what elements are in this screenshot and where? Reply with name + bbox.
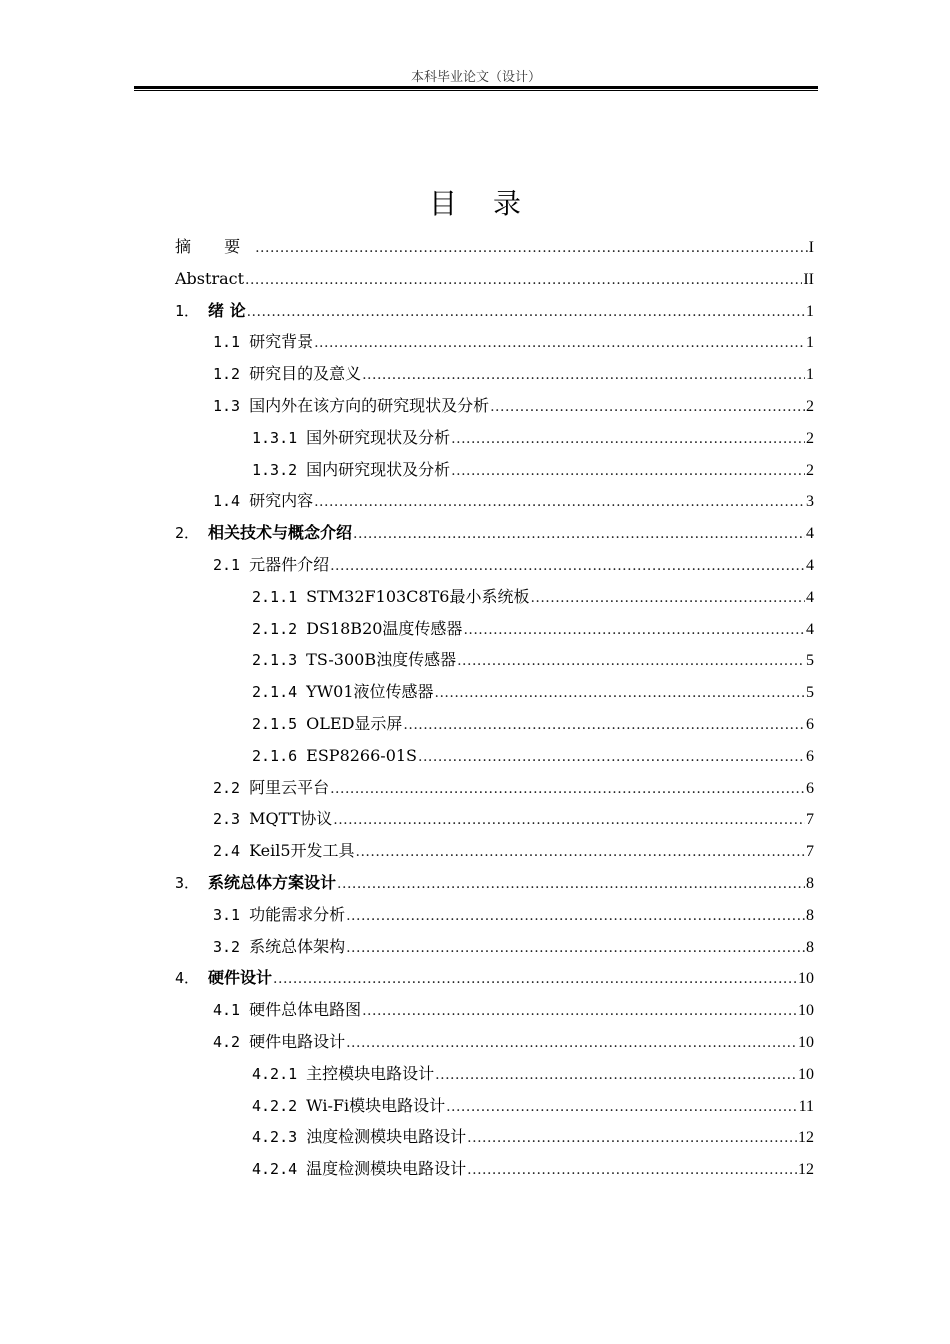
toc-entry-label: Abstract (175, 268, 245, 288)
toc-entry-label: 系统总体方案设计 (208, 872, 337, 892)
toc-entry-label: STM32F103C8T6最小系统板 (306, 586, 530, 606)
toc-entry-page: II (803, 270, 814, 288)
toc-entry-number: 1.3 (213, 396, 241, 415)
toc-entry-label: 功能需求分析 (249, 904, 346, 924)
toc-entry-number: 1.2 (213, 365, 241, 384)
toc-entry[interactable] (175, 772, 814, 804)
toc-entry-page: 8 (806, 874, 814, 892)
toc-entry-number: 2.4 (213, 842, 241, 861)
toc-leader-dots (435, 1060, 797, 1092)
toc-entry[interactable] (175, 581, 814, 613)
toc-leader-dots (245, 265, 802, 297)
toc-leader-dots (330, 774, 805, 806)
header-rule-thin (134, 90, 818, 91)
toc-entry[interactable] (175, 1090, 814, 1122)
toc-entry[interactable] (175, 899, 814, 931)
toc-leader-dots (255, 233, 808, 265)
toc-entry-label: MQTT协议 (249, 809, 333, 829)
toc-leader-dots (362, 996, 797, 1028)
toc-entry-label: TS-300B浊度传感器 (306, 650, 457, 670)
toc-leader-dots (403, 710, 805, 742)
toc-entry-page: 11 (798, 1097, 814, 1115)
toc-entry[interactable] (175, 231, 814, 263)
toc-entry-number: 3． (175, 873, 200, 892)
toc-entry-number: 1.1 (213, 333, 241, 352)
toc-entry[interactable] (175, 644, 814, 676)
toc-entry-label: 相关技术与概念介绍 (208, 523, 353, 543)
toc-entry-number: 2.1 (213, 555, 241, 574)
toc-leader-dots (356, 837, 805, 869)
toc-entry-label: DS18B20温度传感器 (306, 618, 463, 638)
toc-entry-page: 8 (806, 938, 814, 956)
toc-entry-page: 3 (806, 493, 814, 511)
toc-entry-page: 1 (806, 302, 814, 320)
toc-entry-page: 6 (806, 779, 814, 797)
toc-entry-page: 4 (806, 525, 814, 543)
toc-entry-label: 研究目的及意义 (249, 364, 362, 384)
toc-entry[interactable] (175, 1121, 814, 1153)
toc-entry-number: 2.1.6 (252, 746, 298, 765)
toc-leader-dots (451, 424, 805, 456)
toc-entry[interactable] (175, 485, 814, 517)
toc-entry-page: 6 (806, 715, 814, 733)
toc-entry-label: 浊度检测模块电路设计 (306, 1127, 467, 1147)
toc-leader-dots (346, 1028, 797, 1060)
toc-leader-dots (353, 519, 805, 551)
toc-entry-page: 1 (806, 366, 814, 384)
toc-entry-number: 2.1.3 (252, 651, 298, 670)
toc-entry-label: 硬件电路设计 (249, 1031, 346, 1051)
toc-entry-number: 1.3.2 (252, 460, 298, 479)
toc-entry-page: 4 (806, 556, 814, 574)
toc-entry-page: 10 (798, 1002, 814, 1020)
toc-entry-number: 4.2 (213, 1032, 241, 1051)
toc-entry-label: 元器件介绍 (249, 554, 330, 574)
toc-entry[interactable] (175, 962, 814, 994)
toc-leader-dots (333, 805, 805, 837)
toc-entry-page: 7 (806, 843, 814, 861)
toc-leader-dots (273, 964, 797, 996)
toc-entry-label: 硬件总体电路图 (249, 1000, 362, 1020)
toc-entry-number: 3.1 (213, 905, 241, 924)
toc-entry[interactable] (175, 803, 814, 835)
toc-entry[interactable] (175, 454, 814, 486)
toc-leader-dots (451, 456, 805, 488)
toc-leader-dots (346, 901, 805, 933)
toc-entry[interactable] (175, 295, 814, 327)
toc-leader-dots (418, 742, 805, 774)
toc-entry-label: OLED显示屏 (306, 713, 403, 733)
toc-entry[interactable] (175, 740, 814, 772)
toc-entry-number: 3.2 (213, 937, 241, 956)
toc-entry-number: 4． (175, 969, 200, 988)
toc-entry[interactable] (175, 835, 814, 867)
toc-entry-number: 1． (175, 301, 200, 320)
toc-entry-label: 绪 论 (208, 300, 246, 320)
toc-entry-number: 2.2 (213, 778, 241, 797)
toc-entry-number: 2.1.5 (252, 714, 298, 733)
toc-leader-dots (463, 615, 805, 647)
toc-entry-number: 1.3.1 (252, 428, 298, 447)
toc-entry-number: 4.1 (213, 1001, 241, 1020)
toc-entry[interactable] (175, 422, 814, 454)
toc-entry[interactable] (175, 549, 814, 581)
toc-entry-number: 1.4 (213, 492, 241, 511)
toc-entry[interactable] (175, 326, 814, 358)
toc-entry-number: 2.1.4 (252, 683, 298, 702)
toc-entry-label: ESP8266-01S (306, 745, 418, 765)
toc-entry-label: 国外研究现状及分析 (306, 427, 451, 447)
toc-leader-dots (467, 1155, 797, 1187)
header-rule (134, 86, 818, 89)
toc-entry-page: 10 (798, 1065, 814, 1083)
toc-entry-number: 4.2.3 (252, 1128, 298, 1147)
toc-leader-dots (530, 583, 805, 615)
table-of-contents (175, 231, 814, 1185)
toc-leader-dots (314, 328, 805, 360)
toc-entry[interactable] (175, 931, 814, 963)
toc-entry[interactable] (175, 1026, 814, 1058)
toc-entry-page: 5 (806, 652, 814, 670)
toc-entry-page: 10 (798, 970, 814, 988)
toc-entry-label: 主控模块电路设计 (306, 1063, 435, 1083)
toc-entry-page: 7 (806, 811, 814, 829)
toc-entry-label: 阿里云平台 (249, 777, 330, 797)
toc-entry[interactable] (175, 1153, 814, 1185)
toc-entry-label: 摘 要 (175, 237, 255, 256)
toc-leader-dots (457, 646, 805, 678)
toc-entry-page: 2 (806, 429, 814, 447)
toc-leader-dots (362, 360, 805, 392)
toc-entry-label: 研究内容 (249, 491, 314, 511)
toc-entry-page: 5 (806, 684, 814, 702)
toc-title: 目录 (428, 187, 557, 220)
toc-entry[interactable] (175, 1058, 814, 1090)
toc-leader-dots (346, 933, 805, 965)
toc-entry-label: Keil5开发工具 (249, 841, 355, 861)
toc-entry[interactable] (175, 676, 814, 708)
toc-entry-number: 4.2.4 (252, 1160, 298, 1179)
toc-entry-page: 12 (798, 1129, 814, 1147)
toc-entry-number: 2.1.1 (252, 587, 298, 606)
toc-entry-page: 2 (806, 397, 814, 415)
toc-entry-label: 系统总体架构 (249, 936, 346, 956)
toc-entry-number: 4.2.1 (252, 1064, 298, 1083)
toc-leader-dots (446, 1092, 798, 1124)
toc-entry-number: 2.1.2 (252, 619, 298, 638)
toc-entry-label: 硬件设计 (208, 968, 273, 988)
toc-entry-label: 国内研究现状及分析 (306, 459, 451, 479)
toc-leader-dots (314, 487, 805, 519)
toc-entry-number: 2.3 (213, 810, 241, 829)
toc-entry[interactable] (175, 517, 814, 549)
toc-entry-page: 1 (806, 334, 814, 352)
toc-entry[interactable] (175, 994, 814, 1026)
toc-entry-number: 4.2.2 (252, 1096, 298, 1115)
toc-entry[interactable] (175, 708, 814, 740)
toc-entry[interactable] (175, 613, 814, 645)
toc-leader-dots (247, 297, 805, 329)
toc-entry[interactable] (175, 390, 814, 422)
toc-entry-page: 12 (798, 1161, 814, 1179)
toc-entry-label: 国内外在该方向的研究现状及分析 (249, 395, 490, 415)
toc-leader-dots (467, 1123, 797, 1155)
toc-entry-label: 温度检测模块电路设计 (306, 1159, 467, 1179)
toc-entry-page: 2 (806, 461, 814, 479)
toc-entry[interactable] (175, 263, 814, 295)
toc-entry-label: YW01液位传感器 (306, 682, 434, 702)
running-header: 本科毕业论文（设计） (410, 70, 541, 85)
toc-entry-page: 10 (798, 1033, 814, 1051)
toc-entry-page: 6 (806, 747, 814, 765)
toc-entry-page: 4 (806, 588, 814, 606)
toc-entry-label: 研究背景 (249, 332, 314, 352)
toc-entry-page: 8 (806, 906, 814, 924)
toc-entry-page: 4 (806, 620, 814, 638)
toc-entry-page: I (808, 239, 814, 256)
toc-entry-label: Wi-Fi模块电路设计 (306, 1095, 446, 1115)
toc-leader-dots (435, 678, 805, 710)
toc-leader-dots (330, 551, 805, 583)
toc-leader-dots (337, 869, 805, 901)
toc-entry[interactable] (175, 867, 814, 899)
toc-entry-number: 2． (175, 524, 200, 543)
toc-entry[interactable] (175, 358, 814, 390)
toc-leader-dots (490, 392, 805, 424)
